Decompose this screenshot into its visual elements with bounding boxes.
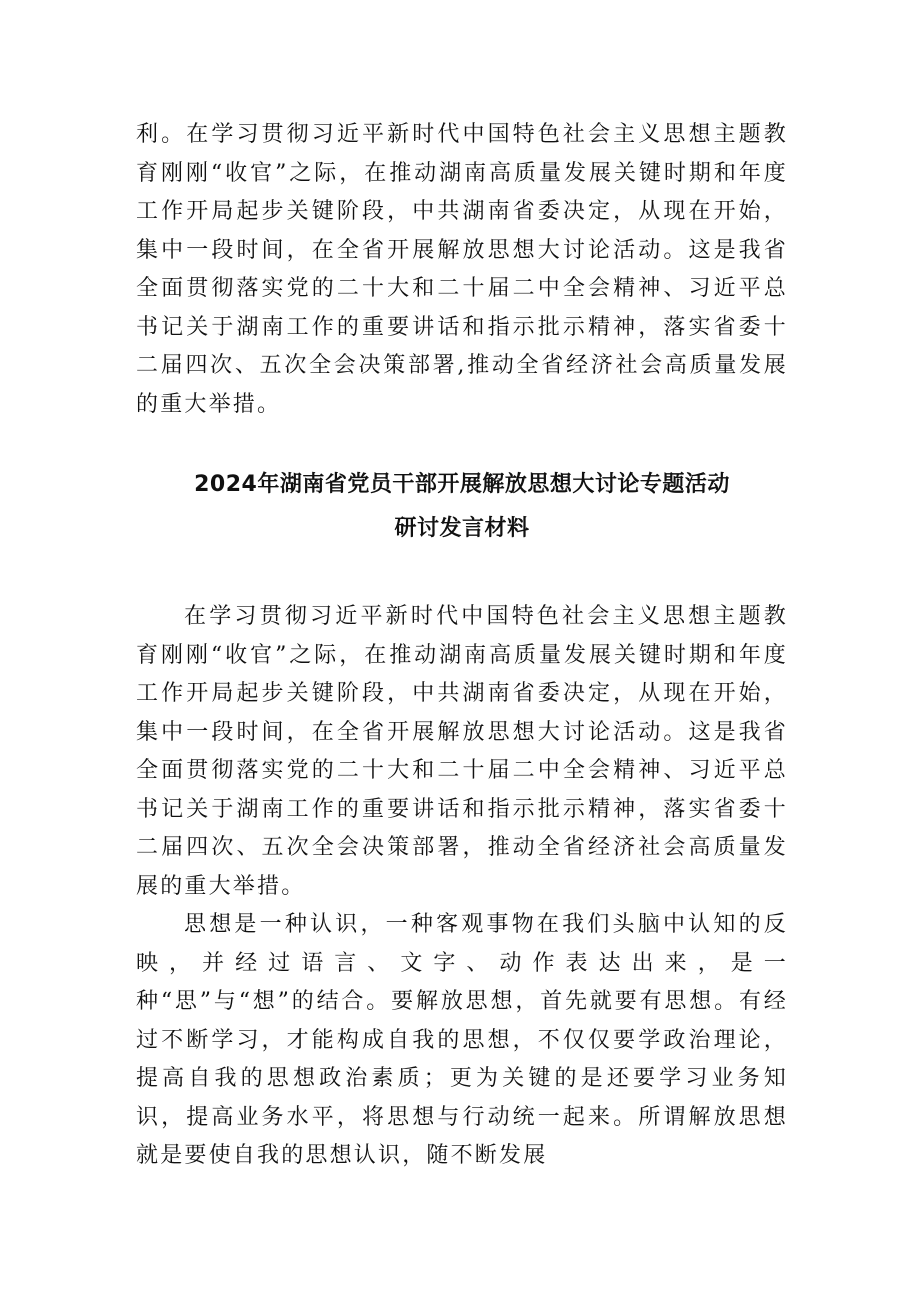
lead-paragraph: 利。在学习贯彻习近平新时代中国特色社会主义思想主题教育刚刚“收官”之际，在推动湖南高质量发展关键时期和年度工作开局起步关键阶段，中共湖南省委决定，从现在开始，集中一段时间，在全省开展解放思想大讨论活动。这是我省全面贯彻落实党的二十大和二十届二中全会精神、习近平总书记关于湖南工作的重要讲话和指示批示精神，落实省委十二届四次、五次全会决策部署,推动全省经济社会高质量发展的重大举措。: [136, 122, 788, 417]
intro-paragraph: 在学习贯彻习近平新时代中国特色社会主义思想主题教育刚刚“收官”之际，在推动湖南高质量发展关键时期和年度工作开局起步关键阶段，中共湖南省委决定，从现在开始，集中一段时间，在全省开展解放思想大讨论活动。这是我省全面贯彻落实党的二十大和二十届二中全会精神、习近平总书记关于湖南工作的重要讲话和指示批示精神，落实省委十二届四次、五次全会决策部署，推动全省经济社会高质量发展的重大举措。: [136, 604, 788, 899]
document-title-line-2: 研讨发言材料: [394, 516, 530, 541]
document-title-line-1: 2024年湖南省党员干部开展解放思想大讨论专题活动: [194, 472, 730, 497]
thought-paragraph: 思想是一种认识，一种客观事物在我们头脑中认知的反映，并经过语言、文字、动作表达出来，是一种“思”与“想”的结合。要解放思想，首先就要有思想。有经过不断学习，才能构成自我的思想，不仅仅要学政治理论，提高自我的思想政治素质；更为关键的是还要学习业务知识，提高业务水平，将思想与行动统一起来。所谓解放思想就是要使自我的思想认识，随不断发展: [136, 912, 788, 1168]
